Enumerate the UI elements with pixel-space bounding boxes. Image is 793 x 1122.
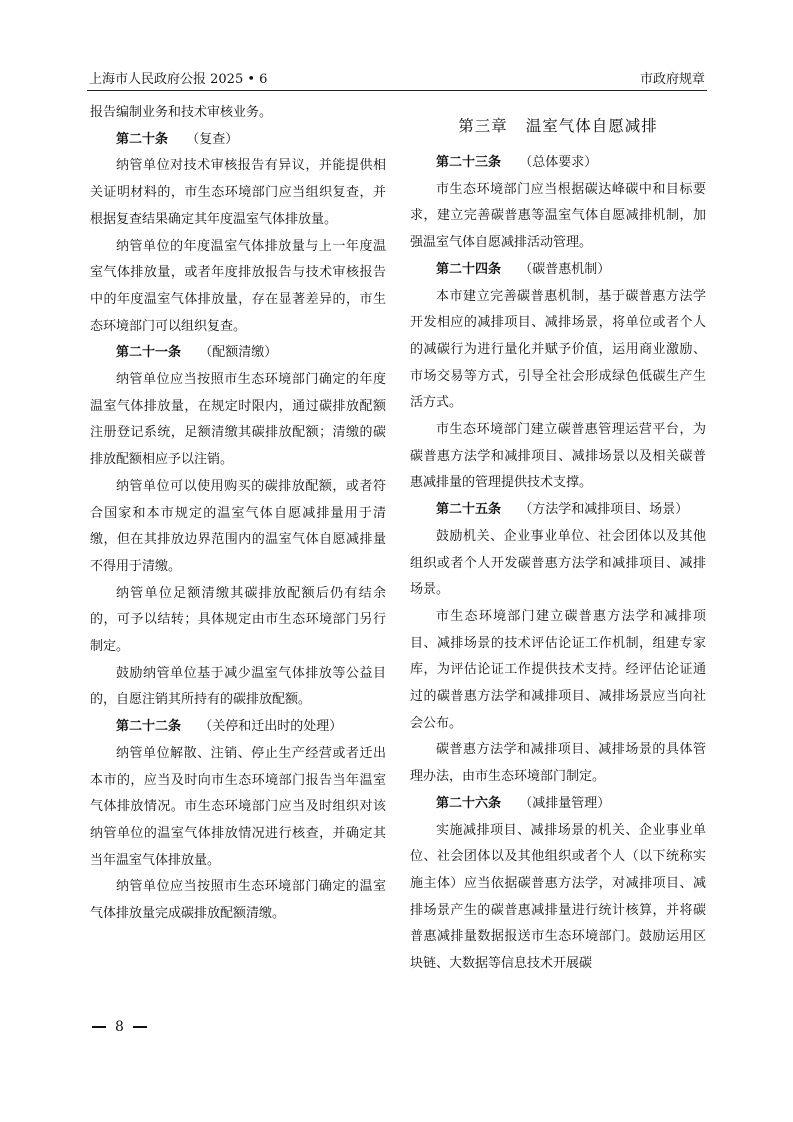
article-number: 第二十五条 bbox=[436, 502, 502, 518]
page-number bbox=[92, 1019, 147, 1035]
paragraph: 纳管单位对技术审核报告有异议，并能提供相关证明材料的，市生态环境部门应当组织复查，并根据复查结果确定其年度温室气体排放量。 bbox=[90, 158, 386, 227]
article-subject: （配额清缴） bbox=[199, 345, 278, 361]
paragraph: 本市建立完善碳普惠机制，基于碳普惠方法学开发相应的减排项目、减排场景，将单位或者个人的减碳行为进行量化并赋予价值，运用商业激励、市场交易等方式，引导全社会形成绿色低碳生产生活方式。 bbox=[410, 288, 706, 411]
paragraph: 纳管单位可以使用购买的碳排放配额，或者符合国家和本市规定的温室气体自愿减排量用于清缴，但在其排放边界范围内的温室气体自愿减排量不得用于清缴。 bbox=[90, 478, 386, 574]
paragraph: 纳管单位解散、注销、停止生产经营或者迁出本市的，应当及时向市生态环境部门报告当年温室气体排放情况。市生态环境部门应当及时组织对该纳管单位的温室气体排放情况进行核查，并确定其当年温室气体排放量。 bbox=[90, 745, 386, 868]
article-heading bbox=[90, 127, 386, 154]
article-heading bbox=[410, 150, 706, 177]
article-heading bbox=[90, 340, 386, 367]
article-number: 第二十条 bbox=[116, 131, 169, 147]
chapter-number: 第三章 bbox=[458, 117, 508, 135]
paragraph: 鼓励纳管单位基于减少温室气体排放等公益目的，自愿注销其所持有的碳排放配额。 bbox=[90, 665, 386, 708]
paragraph: 纳管单位的年度温室气体排放量与上一年度温室气体排放量，或者年度排放报告与技术审核报告中的年度温室气体排放量，存在显著差异的，市生态环境部门可以组织复查。 bbox=[90, 238, 386, 334]
paragraph: 市生态环境部门建立碳普惠方法学和减排项目、减排场景的技术评估论证工作机制，组建专家库，为评估论证工作提供技术支持。经评估论证通过的碳普惠方法学和减排项目、减排场景应当向社会公布。 bbox=[410, 608, 706, 731]
article-subject: （关停和迁出时的处理） bbox=[199, 719, 343, 735]
paragraph: 报告编制业务和技术审核业务。 bbox=[90, 105, 273, 120]
article-heading bbox=[410, 791, 706, 818]
paragraph: 市生态环境部门建立碳普惠管理运营平台，为碳普惠方法学和减排项目、减排场景以及相关碳普惠减排量的管理提供技术支撑。 bbox=[410, 422, 706, 491]
article-subject: （总体要求） bbox=[519, 155, 598, 170]
article-heading bbox=[410, 257, 706, 284]
article-subject: （减排量管理） bbox=[519, 795, 611, 811]
article-subject: （复查） bbox=[186, 131, 239, 147]
left-column bbox=[90, 100, 386, 928]
chapter-title bbox=[410, 112, 706, 140]
article-subject: （方法学和减排项目、场景） bbox=[519, 502, 689, 518]
paragraph: 碳普惠方法学和减排项目、减排场景的具体管理办法，由市生态环境部门制定。 bbox=[410, 742, 706, 785]
page-number-text: 8 bbox=[115, 1019, 124, 1035]
article-heading bbox=[410, 497, 706, 524]
section-title: 市政府规章 bbox=[639, 72, 705, 87]
dash-left bbox=[92, 1026, 106, 1028]
publication-title: 上海市人民政府公报 2025 • 6 bbox=[89, 72, 268, 87]
paragraph: 鼓励机关、企业事业单位、社会团体以及其他组织或者个人开发碳普惠方法学和减排项目、减排场景。 bbox=[410, 528, 706, 598]
chapter-name: 温室气体自愿减排 bbox=[525, 117, 658, 135]
article-subject: （碳普惠机制） bbox=[519, 261, 611, 277]
article-heading bbox=[90, 714, 386, 741]
article-number: 第二十四条 bbox=[436, 261, 502, 277]
paragraph: 纳管单位应当按照市生态环境部门确定的温室气体排放量完成碳排放配额清缴。 bbox=[90, 879, 386, 922]
paragraph: 市生态环境部门应当根据碳达峰碳中和目标要求，建立完善碳普惠等温室气体自愿减排机制，加强温室气体自愿减排活动管理。 bbox=[410, 181, 706, 251]
paragraph: 实施减排项目、减排场景的机关、企业事业单位、社会团体以及其他组织或者个人（以下统称实施主体）应当依据碳普惠方法学，对减排项目、减排场景产生的碳普惠减排量进行统计核算，并将碳普惠减排量数据报送市生态环境部门。鼓励运用区块链、大数据等信息技术开展碳 bbox=[410, 822, 706, 972]
article-number: 第二十二条 bbox=[116, 719, 182, 735]
paragraph: 纳管单位应当按照市生态环境部门确定的年度温室气体排放量，在规定时限内，通过碳排放配额注册登记系统，足额清缴其碳排放配额；清缴的碳排放配额相应予以注销。 bbox=[90, 372, 386, 468]
right-column bbox=[410, 100, 706, 978]
article-number: 第二十三条 bbox=[436, 155, 502, 170]
article-number: 第二十六条 bbox=[436, 795, 502, 811]
paragraph: 纳管单位足额清缴其碳排放配额后仍有结余的，可予以结转；具体规定由市生态环境部门另行制定。 bbox=[90, 585, 386, 655]
dash-right bbox=[133, 1026, 147, 1028]
article-number: 第二十一条 bbox=[116, 345, 182, 361]
page-header bbox=[87, 66, 707, 91]
